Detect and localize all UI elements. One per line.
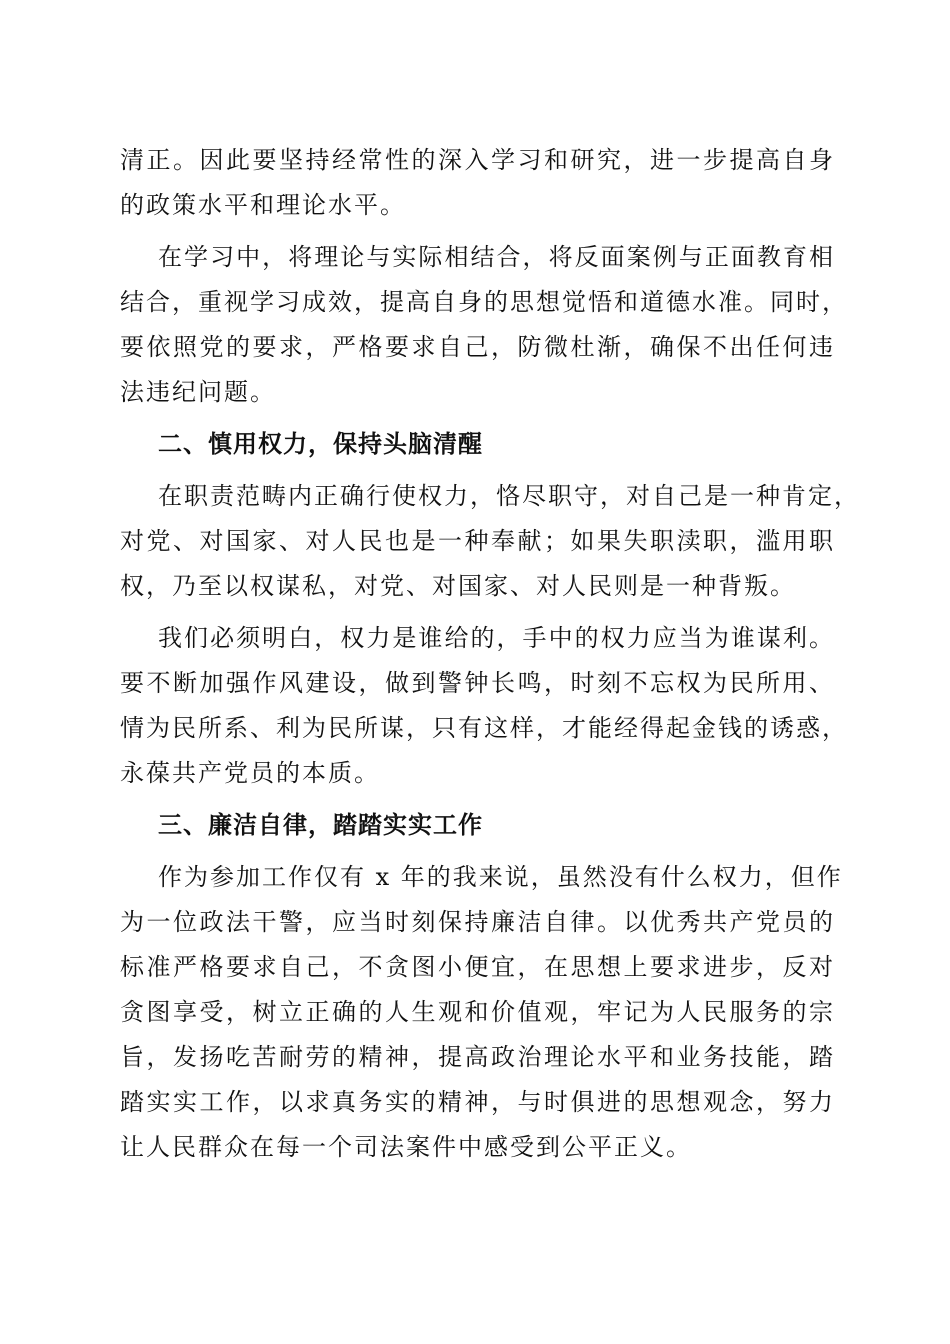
paragraph-3	[120, 474, 860, 609]
paragraph-line: 结合，重视学习成效，提高自身的思想觉悟和道德水准。同时，	[120, 288, 848, 316]
paragraph-line: 的政策水平和理论水平。	[120, 191, 406, 219]
paragraph-line: 让人民群众在每一个司法案件中感受到公平正义。	[120, 1133, 692, 1161]
paragraph-line: 在职责范畴内正确行使权力，恪尽职守，对自己是一种肯定，	[158, 482, 860, 510]
paragraph-line: 踏实实工作，以求真务实的精神，与时俱进的思想观念，努力	[120, 1088, 835, 1116]
paragraph-line: 贪图享受，树立正确的人生观和价值观，牢记为人民服务的宗	[120, 998, 835, 1026]
paragraph-line: 在学习中，将理论与实际相结合，将反面案例与正面教育相	[158, 243, 835, 271]
paragraph-line: 对党、对国家、对人民也是一种奉献；如果失职渎职，滥用职	[120, 527, 835, 555]
paragraph-5	[120, 855, 843, 1170]
paragraph-1	[120, 138, 835, 228]
paragraph-4	[120, 616, 848, 796]
paragraph-line: 永葆共产党员的本质。	[120, 759, 380, 787]
paragraph-line: 要不断加强作风建设，做到警钟长鸣，时刻不忘权为民所用、	[120, 669, 835, 697]
heading-text: 二、慎用权力，保持头脑清醒	[158, 430, 483, 458]
paragraph-line: 法违纪问题。	[120, 378, 276, 406]
paragraph-line: 标准严格要求自己，不贪图小便宜，在思想上要求进步，反对	[120, 953, 835, 981]
paragraph-line: 权，乃至以权谋私，对党、对国家、对人民则是一种背叛。	[120, 572, 796, 600]
paragraph-line: 旨，发扬吃苦耐劳的精神，提高政治理论水平和业务技能，踏	[120, 1043, 835, 1071]
heading-text: 三、廉洁自律，踏踏实实工作	[158, 811, 483, 839]
paragraph-line: 要依照党的要求，严格要求自己，防微杜渐，确保不出任何违	[120, 333, 835, 361]
paragraph-2	[120, 235, 848, 415]
paragraph-line: 情为民所系、利为民所谋，只有这样，才能经得起金钱的诱惑，	[120, 714, 848, 742]
paragraph-line: 为一位政法干警，应当时刻保持廉洁自律。以优秀共产党员的	[120, 908, 835, 936]
section-heading-3	[120, 803, 835, 848]
paragraph-line: 作为参加工作仅有 x 年的我来说，虽然没有什么权力，但作	[158, 863, 843, 891]
document-body	[120, 138, 860, 1170]
section-heading-2	[120, 422, 835, 467]
paragraph-line: 我们必须明白，权力是谁给的，手中的权力应当为谁谋利。	[158, 624, 835, 652]
paragraph-line: 清正。因此要坚持经常性的深入学习和研究，进一步提高自身	[120, 146, 835, 174]
